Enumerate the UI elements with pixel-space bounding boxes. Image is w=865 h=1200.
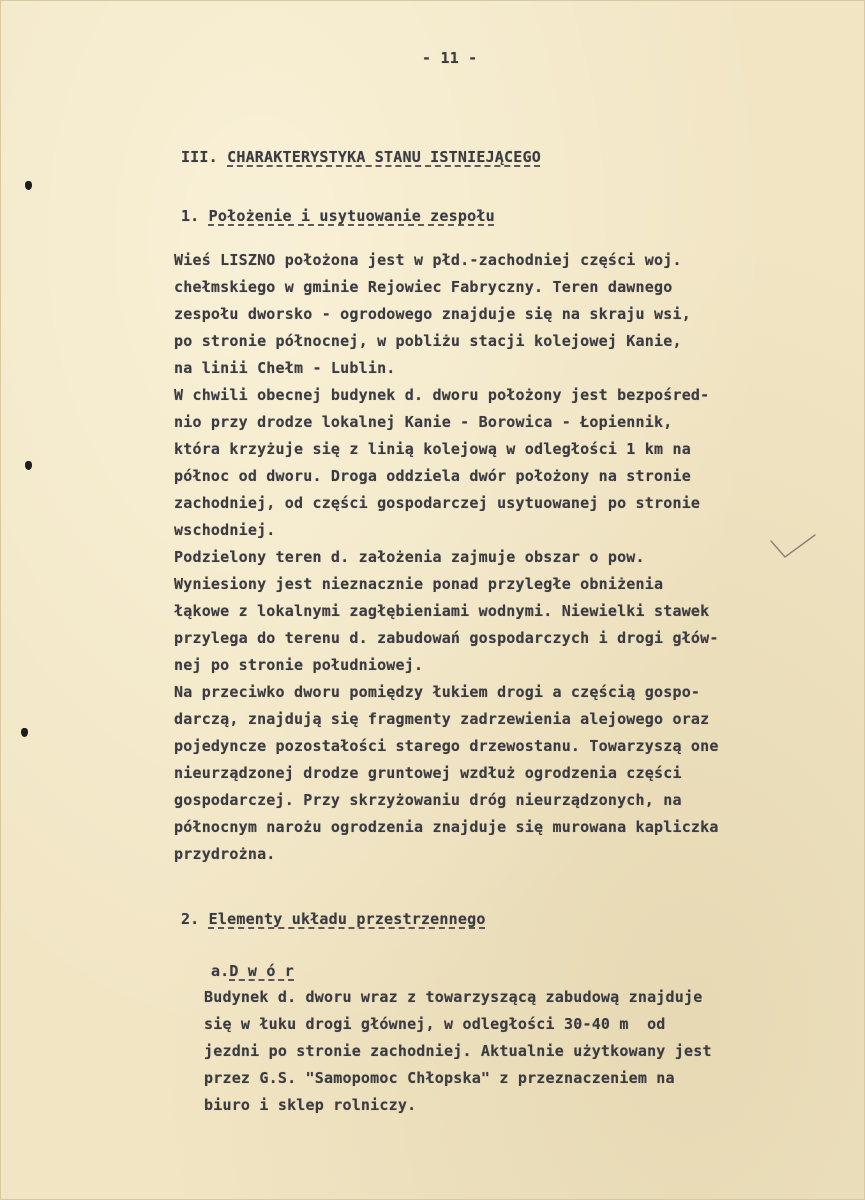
body-line: północ od dworu. Droga oddziela dwór położony na stronie [174,467,691,485]
body-line: która krzyżuje się z linią kolejową w odległości 1 km na [174,440,691,458]
section-heading [144,130,541,184]
subsection-1-heading [144,189,495,243]
body-line: jezdni po stronie zachodniej. Aktualnie użytkowany jest [204,1042,712,1060]
body-line: wschodniej. [174,521,276,539]
page-number: - 11 - [422,49,478,67]
body-line: na linii Chełm - Lublin. [174,359,396,377]
body-line: północnym narożu ogrodzenia znajduje się murowana kapliczka [174,818,719,836]
body-line: nio przy drodze lokalnej Kanie - Borowica - Łopiennik, [174,413,673,431]
body-line: zachodniej, od części gospodarczej usytuowanej po stronie [174,494,701,512]
section-number: III. [180,148,218,166]
body-line: Podzielony teren d. założenia zajmuje obszar o pow. [174,548,645,566]
subsection-2a-number: a. [210,962,230,980]
subsection-2-heading [144,892,486,946]
subsection-1-number: 1. [180,207,200,225]
body-line: przez G.S. "Samopomoc Chłopska" z przeznaczeniem na [204,1069,675,1087]
body-line: przylega do terenu d. zabudowań gospodarczych i drogi głów- [174,629,719,647]
body-line: się w łuku drogi głównej, w odległości 30-40 m od [204,1015,666,1033]
body-line: przydrożna. [174,845,276,863]
body-line: Wieś LISZNO położona jest w płd.-zachodniej części woj. [174,251,682,269]
body-line: darczą, znajdują się fragmenty zadrzewienia alejowego oraz [174,710,710,728]
body-line: gospodarczej. Przy skrzyżowaniu dróg nieurządzonych, na [174,791,682,809]
body-line: W chwili obecnej budynek d. dworu położony jest bezpośred- [174,386,710,404]
subsection-2-title: Elementy układu przestrzennego [208,910,486,928]
punch-hole-3 [21,728,28,737]
body-line: nej po stronie południowej. [174,656,424,674]
body-line: zespołu dworsko - ogrodowego znajduje się na skraju wsi, [174,305,691,323]
body-line: biuro i sklep rolniczy. [204,1096,417,1114]
body-line: łąkowe z lokalnymi zagłębieniami wodnymi. Niewielki stawek [174,602,710,620]
handwritten-checkmark-icon [769,533,817,561]
body-line: nieurządzonej drodze gruntowej wzdłuż ogrodzenia części [174,764,682,782]
subsection-2a-title: D w ó r [229,962,295,980]
punch-hole-1 [25,181,32,190]
subsection-1-title: Położenie i usytuowanie zespołu [208,207,495,225]
body-line: Wyniesiony jest nieznacznie ponad przyległe obniżenia [174,575,664,593]
body-line: Budynek d. dworu wraz z towarzyszącą zabudową znajduje [204,988,703,1006]
body-line: po stronie północnej, w pobliżu stacji kolejowej Kanie, [174,332,682,350]
body-line: Na przeciwko dworu pomiędzy łukiem drogi a częścią gospo- [174,683,701,701]
body-line: pojedyncze pozostałości starego drzewostanu. Towarzyszą one [174,737,719,755]
body-line: chełmskiego w gminie Rejowiec Fabryczny. Teren dawnego [174,278,673,296]
punch-hole-2 [25,461,32,470]
subsection-2-number: 2. [180,910,200,928]
section-title: CHARAKTERYSTYKA STANU ISTNIEJĄCEGO [227,148,541,166]
